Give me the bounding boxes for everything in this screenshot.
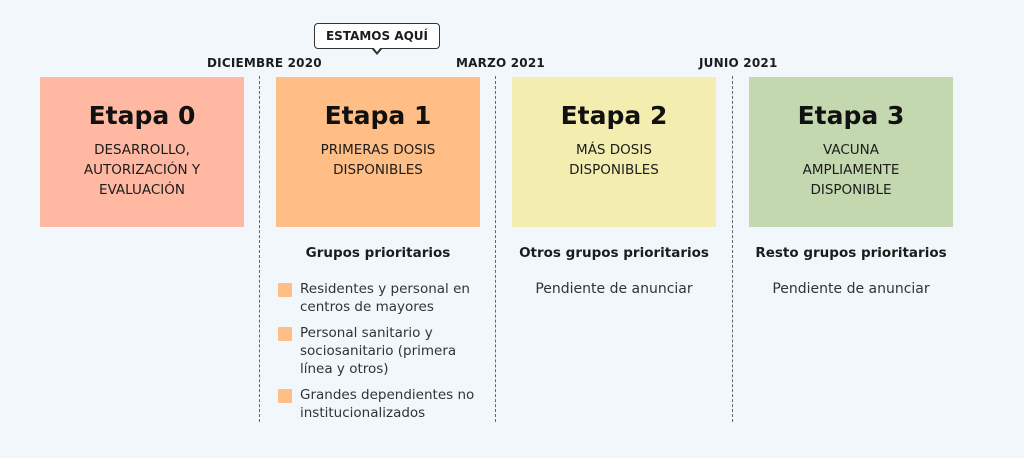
pending-text-stage-3: Pendiente de anunciar: [772, 281, 930, 297]
stage-subtitle: DESARROLLO, AUTORIZACIÓN Y EVALUACIÓN: [83, 142, 201, 198]
timeline-divider-2: [495, 76, 496, 422]
group-title-stage-2: Otros grupos prioritarios: [519, 245, 709, 261]
group-title-stage-1: Grupos prioritarios: [305, 245, 451, 261]
bullet-square-icon: [278, 283, 292, 297]
list-item-text: Personal sanitario y sociosanitario (primera línea y otros): [300, 325, 457, 377]
list-item: [278, 324, 483, 378]
stage-title: Etapa 1: [324, 101, 432, 130]
marker-pointer-fill: [373, 47, 381, 52]
stage-card-1: [276, 77, 480, 227]
timeline-divider-1: [259, 76, 260, 422]
list-item-text: Residentes y personal en centros de mayores: [300, 281, 470, 315]
stage-title: Etapa 0: [88, 101, 196, 130]
pending-text-stage-2: Pendiente de anunciar: [535, 281, 693, 297]
group-title-stage-3: Resto grupos prioritarios: [755, 245, 947, 261]
stage-subtitle: VACUNA AMPLIAMENTE DISPONIBLE: [802, 142, 900, 198]
date-label-junio-2021: JUNIO 2021: [699, 56, 778, 70]
stage-card-3: [749, 77, 953, 227]
date-label-diciembre-2020: DICIEMBRE 2020: [207, 56, 322, 70]
list-item-text: Grandes dependientes no institucionalizados: [300, 387, 475, 421]
stage-title: Etapa 3: [797, 101, 905, 130]
list-item: [278, 280, 483, 316]
bullet-square-icon: [278, 389, 292, 403]
timeline-divider-3: [732, 76, 733, 422]
stage-subtitle: MÁS DOSIS DISPONIBLES: [569, 142, 659, 178]
stage-title: Etapa 2: [560, 101, 668, 130]
stage-card-2: [512, 77, 716, 227]
list-item: [278, 386, 483, 422]
bullet-square-icon: [278, 327, 292, 341]
current-position-marker: [314, 23, 440, 49]
stage-subtitle: PRIMERAS DOSIS DISPONIBLES: [320, 142, 436, 178]
current-position-label: ESTAMOS AQUÍ: [325, 29, 429, 43]
date-label-marzo-2021: MARZO 2021: [456, 56, 545, 70]
stage-card-0: [40, 77, 244, 227]
